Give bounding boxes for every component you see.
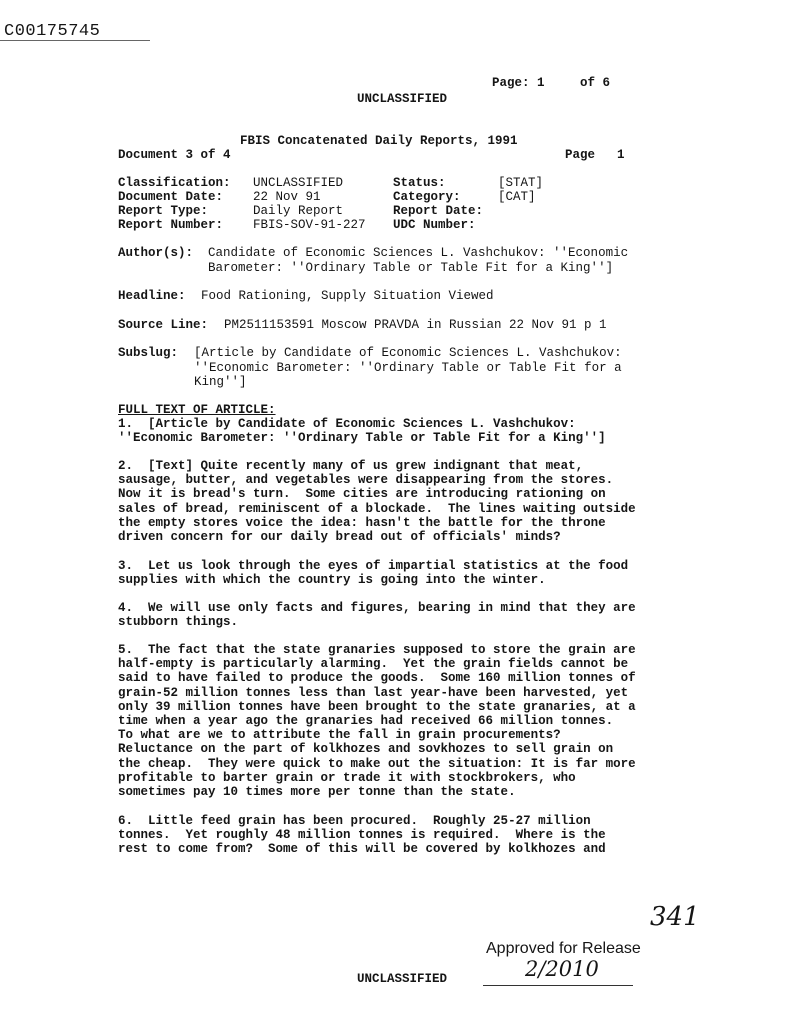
paragraph-5: 5. The fact that the state granaries supposed to store the grain are half-empty is particularly alarming. Yet the grain fields cannot be said to have failed to produce the goods. Some 160 million tonnes of grain-52 million tonnes less than last year-have been harvested, yet only 39 million tonnes have been brought to the state granaries, at a time when a year ago the granaries had received 66 million tonnes. To what are we to attribute the fall in grain procurements? Reluctance on the part of kolkhozes and sovkhozes to sell grain on the cheap. They were quick to make out the situation: It is far more profitable to barter grain or trade it with stockbrokers, who sometimes pay 10 times more per tonne than the state. xyxy=(118,643,636,800)
report-number-label: Report Number: xyxy=(118,218,224,232)
approval-date: 2/2010 xyxy=(525,957,599,981)
report-date-label: Report Date: xyxy=(393,204,484,218)
subslug-value: [Article by Candidate of Economic Sciences L. Vashchukov: ''Economic Barometer: ''Ordinary Table or Table Fit for a King''] xyxy=(194,346,622,389)
paragraph-3: 3. Let us look through the eyes of impartial statistics at the food supplies with which the country is going into the winter. xyxy=(118,559,629,588)
page-number: 1 xyxy=(537,76,545,90)
classification-top: UNCLASSIFIED xyxy=(357,92,448,106)
page-label: Page: xyxy=(492,76,530,90)
page-total: of 6 xyxy=(580,76,611,90)
document-date-value: 22 Nov 91 xyxy=(253,190,321,204)
headline-row xyxy=(118,289,494,304)
full-text-heading: FULL TEXT OF ARTICLE: xyxy=(118,403,276,417)
report-number-value: FBIS-SOV-91-227 xyxy=(253,218,366,232)
approved-for-release: Approved for Release xyxy=(486,940,641,957)
page-right-label: Page xyxy=(565,148,596,162)
authors-label: Author(s): xyxy=(118,246,194,260)
document-id-rule xyxy=(0,40,150,41)
paragraph-2: 2. [Text] Quite recently many of us grew indignant that meat, sausage, butter, and vegetables were disappearing from the stores. Now it is bread's turn. Some cities are introducing rationing on sales of bread, reminiscent of a blockade. The lines waiting outside the empty stores voice the idea: hasn't the battle for the throne driven concern for our daily bread out of officials' minds? xyxy=(118,459,636,545)
paragraph-1: 1. [Article by Candidate of Economic Sciences L. Vashchukov: ''Economic Barometer: ''Ordinary Table or Table Fit for a King''] xyxy=(118,417,606,446)
status-label: Status: xyxy=(393,176,446,190)
classification-value: UNCLASSIFIED xyxy=(253,176,344,190)
document-number: Document 3 of 4 xyxy=(118,148,231,162)
status-value: [STAT] xyxy=(498,176,544,190)
source-line-label: Source Line: xyxy=(118,318,209,332)
headline-value: Food Rationing, Supply Situation Viewed xyxy=(201,289,494,303)
subslug-row xyxy=(118,346,622,390)
report-date-value xyxy=(498,204,543,218)
page-right-number: 1 xyxy=(617,148,625,162)
handwritten-page-number: 341 xyxy=(650,902,700,932)
authors-row xyxy=(118,246,628,275)
source-line-row xyxy=(118,318,607,333)
document-id: C00175745 xyxy=(4,22,101,41)
document-date-label: Document Date: xyxy=(118,190,224,204)
udc-number-value xyxy=(498,218,543,232)
report-type-label: Report Type: xyxy=(118,204,209,218)
udc-number-label: UDC Number: xyxy=(393,218,476,232)
paragraph-4: 4. We will use only facts and figures, bearing in mind that they are stubborn things. xyxy=(118,601,636,630)
classification-bottom: UNCLASSIFIED xyxy=(357,972,448,986)
authors-value: Candidate of Economic Sciences L. Vashchukov: ''Economic Barometer: ''Ordinary Table or Table Fit for a King''] xyxy=(208,246,629,275)
paragraph-6: 6. Little feed grain has been procured. Roughly 25-27 million tonnes. Yet roughly 48 million tonnes is required. Where is the rest to come from? Some of this will be covered by kolkhozes and xyxy=(118,814,606,857)
subslug-label: Subslug: xyxy=(118,346,179,360)
source-line-value: PM2511153591 Moscow PRAVDA in Russian 22 Nov 91 p 1 xyxy=(224,318,607,332)
approval-underline xyxy=(483,985,633,986)
category-value: [CAT] xyxy=(498,190,536,204)
category-label: Category: xyxy=(393,190,461,204)
metadata-fields xyxy=(118,176,543,232)
report-title: FBIS Concatenated Daily Reports, 1991 xyxy=(240,134,518,148)
headline-label: Headline: xyxy=(118,289,186,303)
report-type-value: Daily Report xyxy=(253,204,344,218)
classification-label: Classification: xyxy=(118,176,231,190)
